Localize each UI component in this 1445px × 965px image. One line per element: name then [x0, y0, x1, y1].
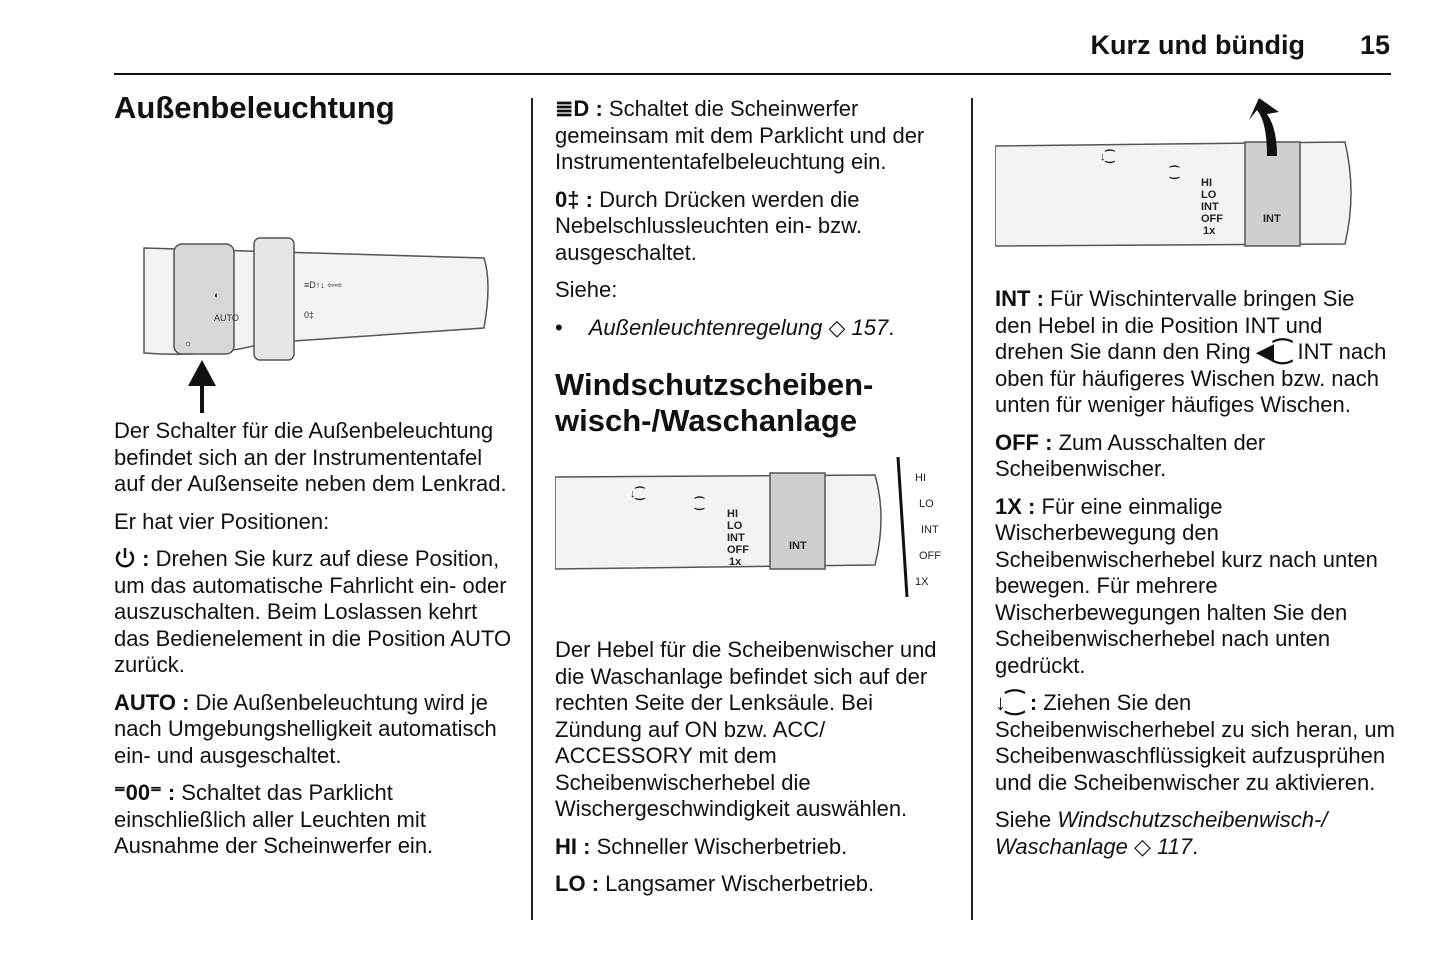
- cross-reference-link[interactable]: Außenleuchtenregelung: [588, 314, 823, 340]
- text-lo: Langsamer Wischerbetrieb.: [605, 871, 875, 896]
- cross-reference-link[interactable]: Windschutzscheibenwisch-/ Waschanlage: [995, 807, 1328, 859]
- label-1x: 1X: [995, 493, 1022, 519]
- wiper-label-hi: HI: [727, 508, 738, 520]
- column-wiper-modes: [995, 96, 1395, 871]
- svg-text:0‡: 0‡: [304, 310, 315, 320]
- period: .: [1192, 833, 1199, 859]
- ring-label-int: INT: [789, 540, 807, 552]
- text-int-part2: INT nach oben für häufigeres Wischen bzw. nach unten für weniger häufiges Wischen.: [995, 339, 1387, 417]
- text-auto-position: Die Außenbeleuchtung wird je nach Umgebungshelligkeit automatisch ein- und ausgeschaltet.: [114, 689, 497, 768]
- separator: :: [1028, 493, 1036, 519]
- item-wiper-off: [995, 430, 1395, 483]
- svg-text:AUTO: AUTO: [214, 313, 239, 323]
- scale-label-lo: LO: [919, 498, 934, 510]
- text-off: Zum Ausschalten der Scheibenwischer.: [995, 429, 1266, 481]
- label-int: INT: [995, 286, 1031, 311]
- item-wiper-hi: [555, 834, 950, 861]
- text-four-positions: Er hat vier Positionen:: [114, 508, 330, 534]
- separator: :: [142, 546, 150, 571]
- separator: :: [585, 186, 593, 212]
- header-rule: [114, 73, 1391, 75]
- cross-reference-item[interactable]: [555, 315, 950, 342]
- text-headlight: Schaltet die Scheinwerfer gemeinsam mit dem Parklicht und der Instrumententafelbeleuchtung ein.: [555, 96, 925, 174]
- item-wiper-lo: [555, 871, 950, 898]
- svg-text:◐: ◐: [214, 290, 220, 300]
- item-headlight-position: [555, 96, 950, 176]
- label-off: OFF: [995, 429, 1039, 455]
- item-wiper-1x: [995, 494, 1395, 680]
- parking-light-icon: ⁼00⁼: [114, 780, 162, 805]
- column-exterior-lighting: [114, 90, 514, 871]
- item-wiper-int: [995, 286, 1395, 419]
- headlight-icon: ≣D: [555, 96, 590, 121]
- power-icon: [114, 547, 136, 569]
- ring-figure-label-hi: HI: [1201, 177, 1212, 189]
- text-int-part1: Für Wischintervalle bringen Sie den Hebel in die Position INT und drehen Sie dann den Ring: [995, 286, 1355, 364]
- text-parklight: Schaltet das Parklicht einschließlich aller Leuchten mit Ausnahme der Scheinwerfer ein.: [114, 780, 434, 858]
- separator: :: [1045, 429, 1053, 455]
- svg-text:↓⁐: ↓⁐: [1100, 151, 1115, 163]
- label-auto: AUTO: [114, 689, 176, 715]
- svg-text:≡D↑↓ ⇦⇨: ≡D↑↓ ⇦⇨: [304, 280, 343, 290]
- separator: :: [1036, 286, 1044, 311]
- running-header-title: Kurz und bündig: [1090, 30, 1305, 60]
- svg-text:⁐: ⁐: [1170, 167, 1179, 179]
- rear-fog-light-icon: 0‡: [555, 186, 580, 212]
- text-see: Siehe: [995, 807, 1052, 832]
- up-arrow-icon: [188, 360, 216, 413]
- light-switch-figure: [114, 138, 514, 418]
- ring-figure-int: INT: [1263, 213, 1281, 225]
- ring-figure-label-int: INT: [1201, 201, 1219, 213]
- wiper-ring-figure: [995, 98, 1355, 258]
- item-parklight-position: [114, 780, 514, 860]
- text-exterior-intro: Der Schalter für die Außenbeleuchtung befindet sich an der Instrumententafel auf der Außenseite neben dem Lenkrad.: [114, 418, 507, 496]
- label-hi: HI: [555, 833, 577, 859]
- text-see-also: Siehe:: [555, 277, 618, 302]
- page-reference-number: 157: [851, 314, 889, 340]
- item-rear-fog: [555, 187, 950, 267]
- bullet: •: [555, 314, 563, 340]
- page-reference-number: 117: [1157, 833, 1193, 859]
- wiper-lever-figure: [555, 457, 950, 617]
- washer-icon: ↓⁐: [995, 690, 1024, 715]
- separator: :: [1029, 690, 1038, 715]
- separator: :: [182, 689, 190, 715]
- text-1x: Für eine einmalige Wischerbewegung den Scheibenwischerhebel kurz nach unten bewegen. Für mehrere Wischerbewegungen halten Sie den Scheibenwischerhebel nach unten gedrückt.: [995, 493, 1378, 678]
- scale-label-hi: HI: [915, 472, 926, 484]
- separator: :: [583, 833, 591, 859]
- ring-icon: ◀⁐: [1256, 339, 1292, 364]
- svg-text:↓⁐: ↓⁐: [630, 488, 645, 500]
- item-washer: [995, 690, 1395, 796]
- svg-text:⁐: ⁐: [695, 498, 704, 510]
- period: .: [888, 314, 895, 340]
- wiper-label-int: INT: [727, 532, 745, 544]
- label-lo: LO: [555, 871, 586, 896]
- text-wiper-intro: Der Hebel für die Scheibenwischer und die Waschanlage befindet sich auf der rechten Seite der Lenksäule. Bei Zündung auf ON bzw. ACC/ ACCESSORY mit dem Scheibenwischerhebel die Wischergeschwindigkeit auswählen.: [555, 637, 937, 821]
- ring-figure-label-1x: 1x: [1203, 225, 1216, 237]
- section-heading-wiper: Windschutzscheiben-wisch-/Waschanlage: [555, 367, 874, 438]
- wiper-label-1x: 1x: [729, 556, 742, 568]
- svg-text:☼: ☼: [184, 338, 193, 348]
- ring-figure-label-off: OFF: [1201, 213, 1223, 225]
- text-power-position: Drehen Sie kurz auf diese Position, um das automatische Fahrlicht ein- oder auszuschalten. Beim Loslassen kehrt das Bedienelement in die Position AUTO zurück.: [114, 546, 512, 677]
- section-heading-exterior-lighting: Außenbeleuchtung: [114, 90, 395, 125]
- separator: :: [167, 780, 176, 805]
- page-reference-icon: ◇: [1134, 833, 1151, 859]
- text-hi: Schneller Wischerbetrieb.: [596, 833, 848, 859]
- scale-label-off: OFF: [919, 550, 941, 562]
- separator: :: [591, 871, 600, 896]
- scale-label-int: INT: [921, 524, 939, 536]
- text-rear-fog: Durch Drücken werden die Nebelschlussleuchten ein- bzw. ausgeschaltet.: [555, 186, 862, 265]
- ring-figure-label-lo: LO: [1201, 189, 1217, 201]
- item-auto-position: [114, 690, 514, 770]
- column-wiper-intro: [555, 96, 950, 909]
- column-divider-2: [971, 98, 973, 920]
- wiper-label-off: OFF: [727, 544, 749, 556]
- separator: :: [595, 96, 603, 121]
- item-power-position: [114, 546, 514, 679]
- column-divider-1: [531, 98, 533, 920]
- scale-label-1x: 1X: [915, 576, 929, 588]
- wiper-label-lo: LO: [727, 520, 743, 532]
- page-reference-icon: ◇: [828, 314, 846, 340]
- page-number: 15: [1359, 30, 1390, 60]
- text-washer: Ziehen Sie den Scheibenwischerhebel zu sich heran, um Scheibenwaschflüssigkeit aufzusprühen und die Scheibenwischer zu aktivieren.: [995, 690, 1395, 795]
- item-see-also-wiper: [995, 807, 1395, 860]
